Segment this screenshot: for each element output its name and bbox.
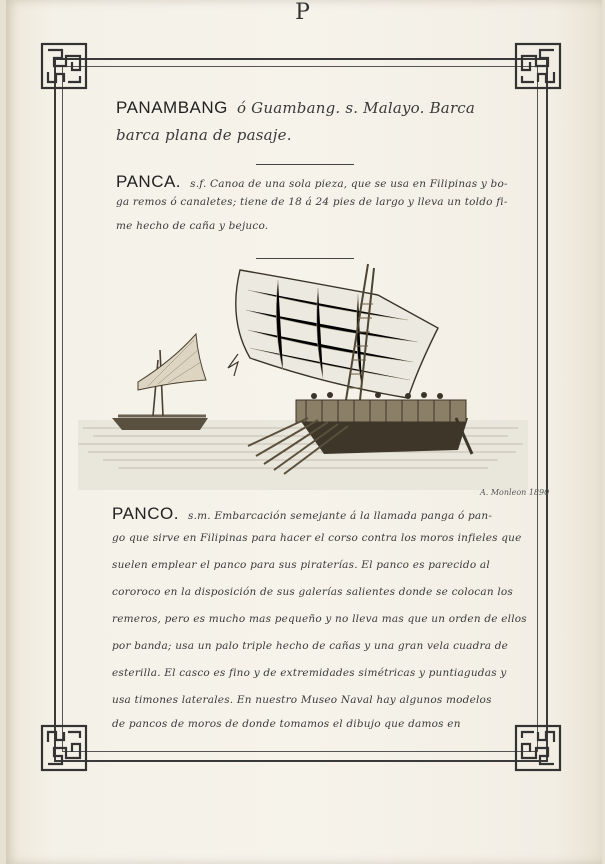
corner-ornament-top-right: [512, 40, 564, 92]
artist-signature: A. Monleon 1890: [480, 488, 550, 497]
entry-text-line: esterilla. El casco es fino y de extremidades simétricas y puntiagudas y: [112, 667, 507, 679]
entry-text-line: por banda; usa un palo triple hecho de cañas y una gran vela cuadra de: [112, 640, 509, 652]
entry-text-line: remeros, pero es mucho mas pequeño y no lleva mas que un orden de ellos: [112, 613, 527, 625]
page-letter: P: [295, 0, 310, 25]
entry-text-line: barca plana de pasaje.: [116, 126, 292, 144]
entry-text-line: ga remos ó canaletes; tiene de 18 á 24 pies de largo y lleva un toldo fi-: [116, 196, 508, 208]
entry-text-line: de pancos de moros de donde tomamos el dibujo que damos en: [112, 718, 461, 730]
entry-text-line: usa timones laterales. En nuestro Museo Naval hay algunos modelos: [112, 694, 492, 706]
entry-headword: PANCA.: [116, 172, 182, 191]
entry-text-line: ó Guambang. s. Malayo. Barca: [236, 99, 476, 117]
separator-rule: [256, 164, 354, 165]
entry-panambang: [116, 98, 516, 148]
entry-headword: PANCO.: [112, 504, 179, 523]
entry-text-line: suelen emplear el panco para sus piraterías. El panco es parecido al: [112, 559, 490, 571]
entry-text-line: cororoco en la disposición de sus galerías salientes donde se colocan los: [112, 586, 513, 598]
small-boat: [112, 334, 208, 430]
boats-illustration: [78, 250, 528, 518]
entry-headword: PANAMBANG: [116, 98, 228, 117]
entry-panca: [116, 172, 526, 244]
entry-text-line: s.f. Canoa de una sola pieza, que se usa en Filipinas y bo-: [190, 178, 508, 190]
entry-text-line: s.m. Embarcación semejante á la llamada panga ó pan-: [188, 510, 493, 522]
entry-text-line: go que sirve en Filipinas para hacer el corso contra los moros infieles que: [112, 532, 522, 544]
entry-text-line: me hecho de caña y bejuco.: [116, 220, 269, 232]
entry-panco: [112, 504, 532, 734]
corner-ornament-top-left: [38, 40, 90, 92]
corner-ornament-bottom-left: [38, 722, 90, 774]
